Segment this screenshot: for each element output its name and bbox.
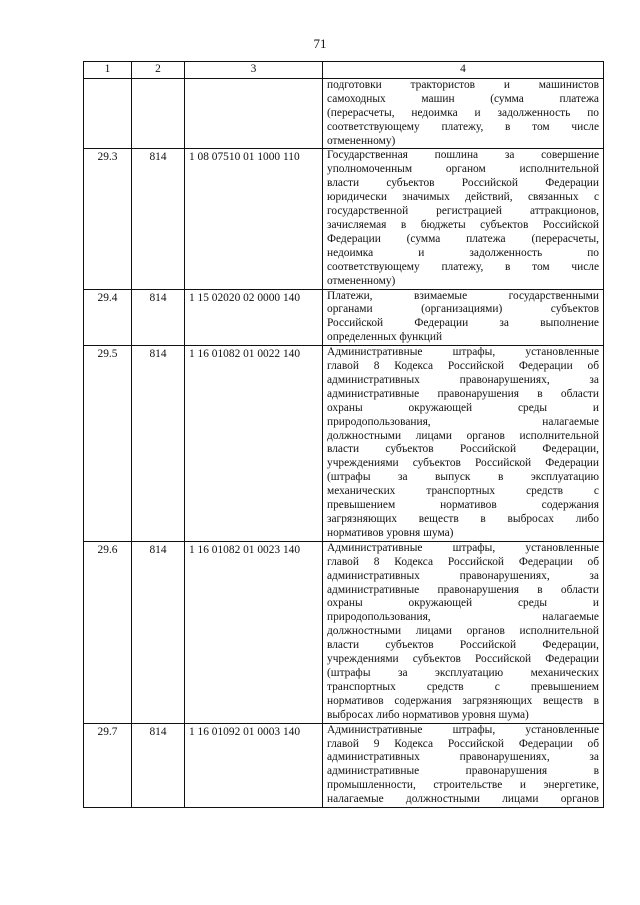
description-line: охраны окружающей среды и <box>327 401 599 414</box>
kbk-table <box>83 61 604 808</box>
description-line: главой 8 Кодекса Российской Федерации об <box>327 555 599 568</box>
table-header-row <box>84 62 604 79</box>
description-line: должностными лицами органов исполнительной <box>327 625 599 638</box>
budget-code-cell: 1 16 01082 01 0022 140 <box>185 346 323 542</box>
description-line: механических транспортных средств с <box>327 485 599 498</box>
table-row <box>84 541 604 723</box>
admin-code-cell: 814 <box>132 723 185 807</box>
description-line: учреждениями субъектов Российской Федерации <box>327 653 599 666</box>
description-line: административных правонарушениях, за <box>327 751 599 764</box>
description-line: загрязняющих веществ в выбросах либо <box>327 513 599 525</box>
description-line: административных правонарушениях, за <box>327 373 599 386</box>
description-cell <box>323 78 604 149</box>
description-line: отмененному) <box>327 274 396 287</box>
description-line: подготовки трактористов и машинистов <box>327 78 599 91</box>
description-line: соответствующему платежу, в том числе <box>327 260 599 273</box>
description-line: превышением нормативов содержания <box>327 499 599 512</box>
description-line: должностными лицами органов исполнительной <box>327 429 599 442</box>
description-line: власти субъектов Российской Федерации <box>327 177 599 190</box>
description-line: административные правонарушения в <box>327 765 599 778</box>
description-line: органами (организациями) субъектов <box>327 303 599 316</box>
row-number-cell: 29.4 <box>84 289 132 346</box>
page-number: 71 <box>313 36 327 51</box>
description-line: власти субъектов Российской Федерации, <box>327 443 599 456</box>
table-row-continuation <box>84 78 604 149</box>
description-line: определенных функций <box>327 331 443 344</box>
description-line: уполномоченным органом исполнительной <box>327 163 599 176</box>
row-number-cell: 29.6 <box>84 541 132 723</box>
budget-code-cell: 1 16 01092 01 0003 140 <box>185 723 323 807</box>
budget-code-cell: 1 16 01082 01 0023 140 <box>185 541 323 723</box>
description-line: нормативов уровня шума) <box>327 526 454 539</box>
table-row <box>84 289 604 346</box>
description-line: административные правонарушения в области <box>327 583 599 596</box>
budget-code-cell: 1 08 07510 01 1000 110 <box>185 149 323 289</box>
description-line: Платежи, взимаемые государственными <box>327 289 599 302</box>
header-col-3: 3 <box>185 62 323 79</box>
description-line: юридически значимых действий, связанных с <box>327 191 599 204</box>
description-line: Административные штрафы, установленные <box>327 346 599 359</box>
description-cell <box>323 723 604 807</box>
description-line: Государственная пошлина за совершение <box>327 149 599 162</box>
description-line: Административные штрафы, установленные <box>327 541 599 554</box>
description-line: главой 8 Кодекса Российской Федерации об <box>327 360 599 373</box>
description-line: недоимка и задолженность по <box>327 246 599 259</box>
description-line: власти субъектов Российской Федерации, <box>327 639 599 652</box>
admin-code-cell: 814 <box>132 541 185 723</box>
description-cell <box>323 149 604 289</box>
row-number-cell: 29.7 <box>84 723 132 807</box>
description-line: транспортных средств с превышением <box>327 680 599 693</box>
description-line: административные правонарушения в области <box>327 387 599 400</box>
description-line: (штрафы за эксплуатацию механических <box>327 666 599 679</box>
description-line: учреждениями субъектов Российской Федерации <box>327 457 599 470</box>
description-cell <box>323 346 604 542</box>
description-line: промышленности, строительстве и энергетике, <box>327 779 599 792</box>
header-col-1: 1 <box>84 62 132 79</box>
header-col-2: 2 <box>132 62 185 79</box>
description-line: природопользования, налагаемые <box>327 415 599 428</box>
admin-code-cell: 814 <box>132 149 185 289</box>
description-line: административных правонарушениях, за <box>327 569 599 582</box>
description-line: (штрафы за выпуск в эксплуатацию <box>327 471 599 484</box>
description-line: главой 9 Кодекса Российской Федерации об <box>327 737 599 750</box>
description-line: выбросах либо нормативов уровня шума) <box>327 708 529 721</box>
description-line: Административные штрафы, установленные <box>327 723 599 736</box>
description-line: зачисляемая в бюджеты субъектов Российской <box>327 218 599 231</box>
header-col-4: 4 <box>323 62 604 79</box>
description-line: Российской Федерации за выполнение <box>327 317 599 330</box>
description-line: Федерации (сумма платежа (перерасчеты, <box>327 232 599 245</box>
admin-code-cell: 814 <box>132 346 185 542</box>
row-number-cell: 29.5 <box>84 346 132 542</box>
description-line: государственной регистрацией аттракционов, <box>327 205 599 218</box>
description-line: нормативов содержания загрязняющих веществ в <box>327 694 599 707</box>
empty-cell <box>185 78 323 149</box>
empty-cell <box>84 78 132 149</box>
description-line: охраны окружающей среды и <box>327 597 599 610</box>
description-line: отмененному) <box>327 134 396 147</box>
budget-code-cell: 1 15 02020 02 0000 140 <box>185 289 323 346</box>
description-line: соответствующему платежу, в том числе <box>327 120 599 133</box>
description-line: природопользования, налагаемые <box>327 611 599 624</box>
table-row <box>84 723 604 807</box>
description-line: самоходных машин (сумма платежа <box>327 92 599 105</box>
description-cell <box>323 541 604 723</box>
table-row <box>84 346 604 542</box>
description-cell <box>323 289 604 346</box>
empty-cell <box>132 78 185 149</box>
row-number-cell: 29.3 <box>84 149 132 289</box>
table-row <box>84 149 604 289</box>
description-line: налагаемые должностными лицами органов <box>327 793 599 806</box>
description-line: (перерасчеты, недоимка и задолженность по <box>327 106 599 119</box>
admin-code-cell: 814 <box>132 289 185 346</box>
